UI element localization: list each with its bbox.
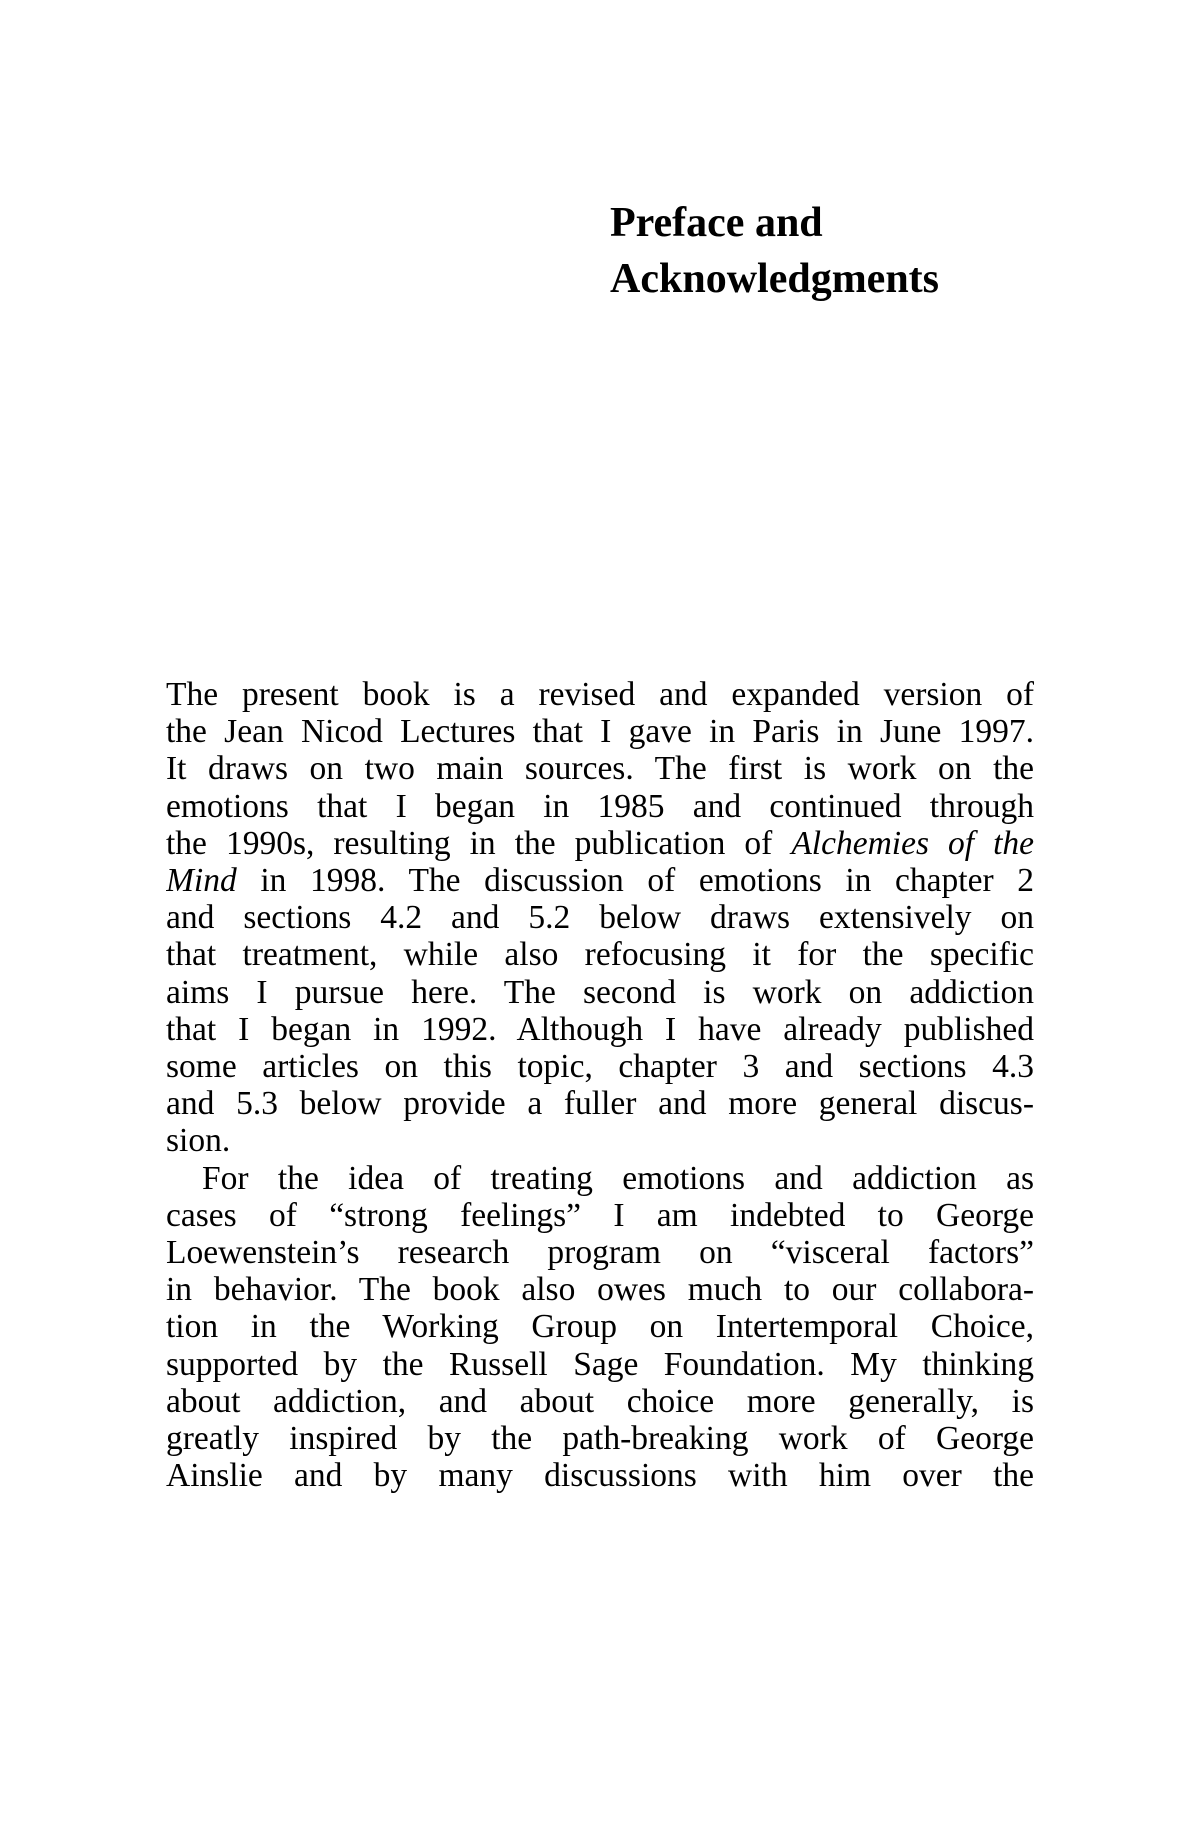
text-line: sion.: [166, 1122, 231, 1160]
text-line: cases of “strong feelings” I am indebted to George: [166, 1196, 1034, 1234]
text-line: [166, 862, 1034, 899]
heading-line-1: Preface and: [610, 200, 823, 246]
text-line: aims I pursue here. The second is work on addiction: [166, 973, 1034, 1011]
text-line: the Jean Nicod Lectures that I gave in Paris in June 1997.: [166, 713, 1034, 751]
body-text: [166, 676, 1034, 1494]
text-line: and sections 4.2 and 5.2 below draws extensively on: [166, 899, 1034, 937]
text-line: some articles on this topic, chapter 3 and sections 4.3: [166, 1048, 1034, 1086]
text-line: greatly inspired by the path-breaking work of George: [166, 1420, 1034, 1458]
text-line: in behavior. The book also owes much to our collabora-: [166, 1271, 1034, 1309]
text-line: Ainslie and by many discussions with him over the: [166, 1457, 1034, 1495]
paragraph-2: [166, 1160, 1034, 1495]
text-line: supported by the Russell Sage Foundation. My thinking: [166, 1345, 1034, 1383]
paragraph-1: [166, 676, 1034, 1160]
text-line: emotions that I began in 1985 and continued through: [166, 787, 1034, 825]
text-line: It draws on two main sources. The first is work on the: [166, 750, 1034, 788]
text-line: Loewenstein’s research program on “visceral factors”: [166, 1234, 1034, 1272]
book-title-part-2: Mind: [166, 862, 237, 900]
text-line: For the idea of treating emotions and addiction as: [202, 1159, 1034, 1197]
text-line: The present book is a revised and expanded version of: [166, 676, 1034, 713]
text-line: about addiction, and about choice more generally, is: [166, 1382, 1034, 1420]
text-span: in 1998. The discussion of emotions in chapter 2: [260, 862, 1034, 900]
text-span: the 1990s, resulting in the publication of: [166, 824, 773, 862]
text-line: that treatment, while also refocusing it for the specific: [166, 936, 1034, 974]
text-line: tion in the Working Group on Intertemporal Choice,: [166, 1308, 1034, 1346]
heading-line-2: Acknowledgments: [610, 256, 940, 302]
text-line: and 5.3 below provide a fuller and more general discus-: [166, 1085, 1034, 1123]
text-line: [166, 825, 1034, 862]
chapter-heading: [610, 195, 1030, 307]
text-line: that I began in 1992. Although I have already published: [166, 1010, 1034, 1048]
book-title-part-1: Alchemies of the: [791, 824, 1034, 862]
